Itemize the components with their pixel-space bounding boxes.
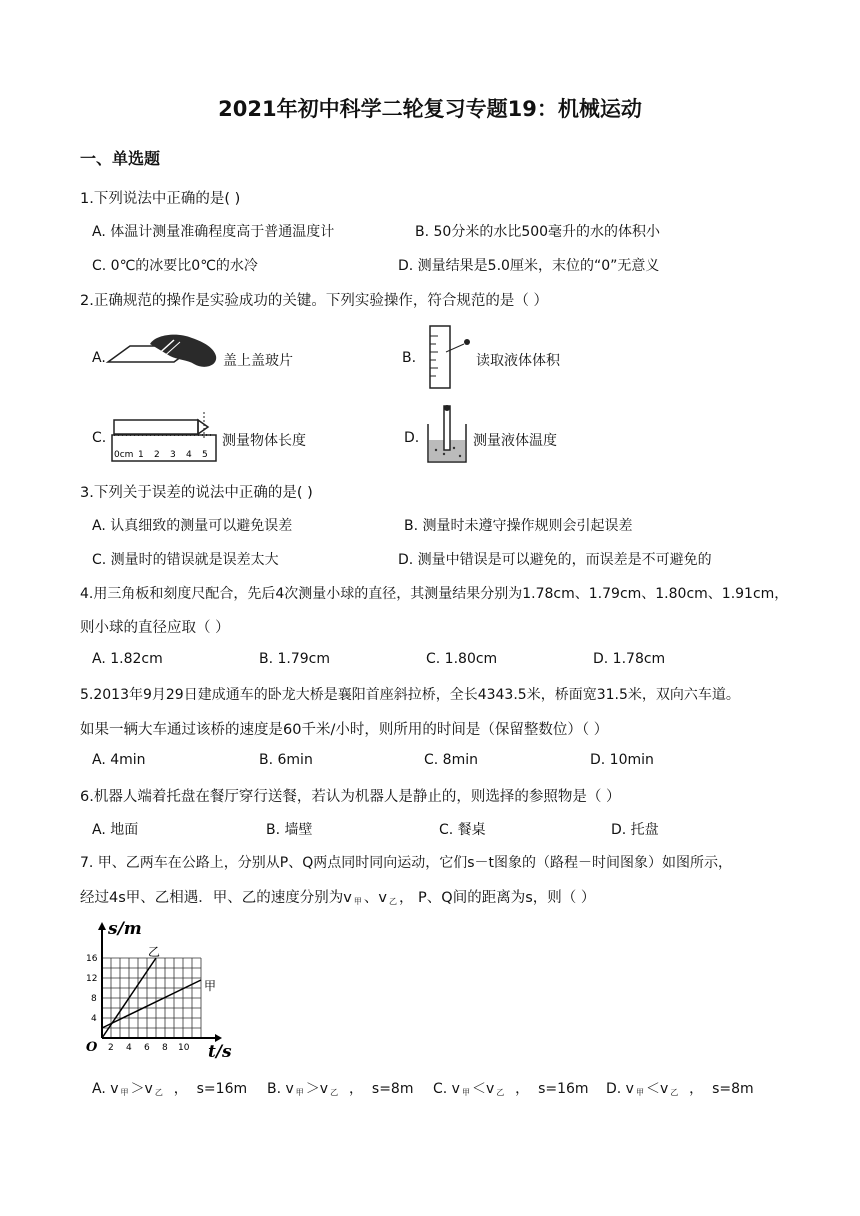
line-jia-label: 甲: [204, 979, 217, 993]
x-tick-2: 2: [108, 1043, 114, 1053]
y-axis-label: s/m: [108, 919, 142, 939]
section-heading: 一、单选题: [80, 149, 161, 168]
q5-option-c: C. 8min: [424, 752, 478, 768]
y-tick-8: 8: [91, 994, 97, 1004]
line-jia: [102, 980, 201, 1028]
x-tick-6: 6: [144, 1043, 150, 1053]
x-axis-label: t/s: [208, 1042, 232, 1060]
q2-option-a-text: 盖上盖玻片: [223, 353, 293, 369]
y-tick-12: 12: [86, 974, 98, 984]
q5-option-d: D. 10min: [590, 752, 654, 768]
q4-option-b: B. 1.79cm: [259, 651, 331, 667]
q3-option-b: B. 测量时未遵守操作规则会引起误差: [404, 518, 633, 534]
ruler-label-4: 4: [186, 450, 192, 460]
ruler-label-0: 0cm: [114, 450, 134, 460]
question-7-stem-line2: 经过4s甲、乙相遇．甲、乙的速度分别为v $_甲$ 、v $_乙$ ， P、Q间的距离为s，则（ ）: [80, 890, 596, 906]
q6-option-d: D. 托盘: [611, 822, 659, 838]
origin-label: O: [86, 1040, 98, 1055]
q6-option-c: C. 餐桌: [439, 822, 486, 838]
line-yi-label: 乙: [148, 945, 161, 959]
q2-option-b-letter: B.: [402, 350, 417, 366]
q2-option-b-text: 读取液体体积: [476, 353, 560, 369]
q6-option-a: A. 地面: [92, 822, 139, 838]
question-7-stem-line1: 7. 甲、乙两车在公路上，分别从P、Q两点同时同向运动，它们s－t图象的（路程－时间图象）如图所示，: [80, 855, 733, 871]
q2-option-d-text: 测量液体温度: [473, 433, 557, 449]
q2-option-d-letter: D.: [404, 430, 420, 446]
question-6-stem: 6.机器人端着托盘在餐厅穿行送餐，若认为机器人是静止的，则选择的参照物是（ ）: [80, 789, 621, 805]
q2-option-c-text: 测量物体长度: [222, 433, 306, 449]
question-2-stem: 2.正确规范的操作是实验成功的关键。下列实验操作，符合规范的是（ ）: [80, 293, 548, 309]
question-4-stem-line1: 4.用三角板和刻度尺配合，先后4次测量小球的直径，其测量结果分别为1.78cm、1.79cm、1.80cm、1.91cm，: [80, 586, 789, 602]
q6-option-b: B. 墙壁: [266, 822, 313, 838]
x-tick-8: 8: [162, 1043, 168, 1053]
q7-option-a: A. v $_甲$ ＞v $_乙$ ， s=16m: [92, 1081, 248, 1097]
question-1-stem: 1.下列说法中正确的是( ): [80, 191, 241, 207]
thermometer-beaker-figure: [422, 404, 472, 464]
question-5-stem-line1: 5.2013年9月29日建成通车的卧龙大桥是襄阳首座斜拉桥，全长4343.5米，桥面宽31.5米，双向六车道。: [80, 687, 740, 703]
q1-option-c: C. 0℃的冰要比0℃的水冷: [92, 258, 258, 274]
coverslip-figure: [104, 330, 224, 378]
ruler-label-3: 3: [170, 450, 176, 460]
q3-option-c: C. 测量时的错误就是误差太大: [92, 552, 279, 568]
s-t-graph: [80, 918, 240, 1060]
q1-option-b: B. 50分米的水比500毫升的水的体积小: [415, 224, 661, 240]
q1-option-a: A. 体温计测量准确程度高于普通温度计: [92, 224, 335, 240]
y-tick-16: 16: [86, 954, 98, 964]
q3-option-a: A. 认真细致的测量可以避免误差: [92, 518, 293, 534]
q2-option-c-letter: C.: [92, 430, 107, 446]
graduated-cylinder-figure: [420, 322, 476, 392]
question-5-stem-line2: 如果一辆大车通过该桥的速度是60千米/小时，则所用的时间是（保留整数位）（ ）: [80, 722, 609, 738]
q4-option-d: D. 1.78cm: [593, 651, 666, 667]
q4-option-c: C. 1.80cm: [426, 651, 498, 667]
q2-option-a-letter: A.: [92, 350, 106, 366]
question-3-stem: 3.下列关于误差的说法中正确的是( ): [80, 485, 313, 501]
q7-option-c: C. v $_甲$ ＜v $_乙$ ， s=16m: [433, 1081, 589, 1097]
x-tick-4: 4: [126, 1043, 132, 1053]
y-tick-4: 4: [91, 1014, 97, 1024]
question-4-stem-line2: 则小球的直径应取（ ）: [80, 620, 230, 636]
ruler-figure: [108, 408, 220, 464]
page-title: 2021年初中科学二轮复习专题19：机械运动: [218, 97, 642, 121]
ruler-label-1: 1: [138, 450, 144, 460]
x-tick-10: 10: [178, 1043, 190, 1053]
q7-option-b: B. v $_甲$ ＞v $_乙$ ， s=8m: [267, 1081, 414, 1097]
q4-option-a: A. 1.82cm: [92, 651, 163, 667]
q5-option-a: A. 4min: [92, 752, 146, 768]
ruler-label-5: 5: [202, 450, 208, 460]
ruler-label-2: 2: [154, 450, 160, 460]
q5-option-b: B. 6min: [259, 752, 313, 768]
q1-option-d: D. 测量结果是5.0厘米，末位的“0”无意义: [398, 258, 660, 274]
q7-option-d: D. v $_甲$ ＜v $_乙$ ， s=8m: [606, 1081, 754, 1097]
q3-option-d: D. 测量中错误是可以避免的，而误差是不可避免的: [398, 552, 712, 568]
